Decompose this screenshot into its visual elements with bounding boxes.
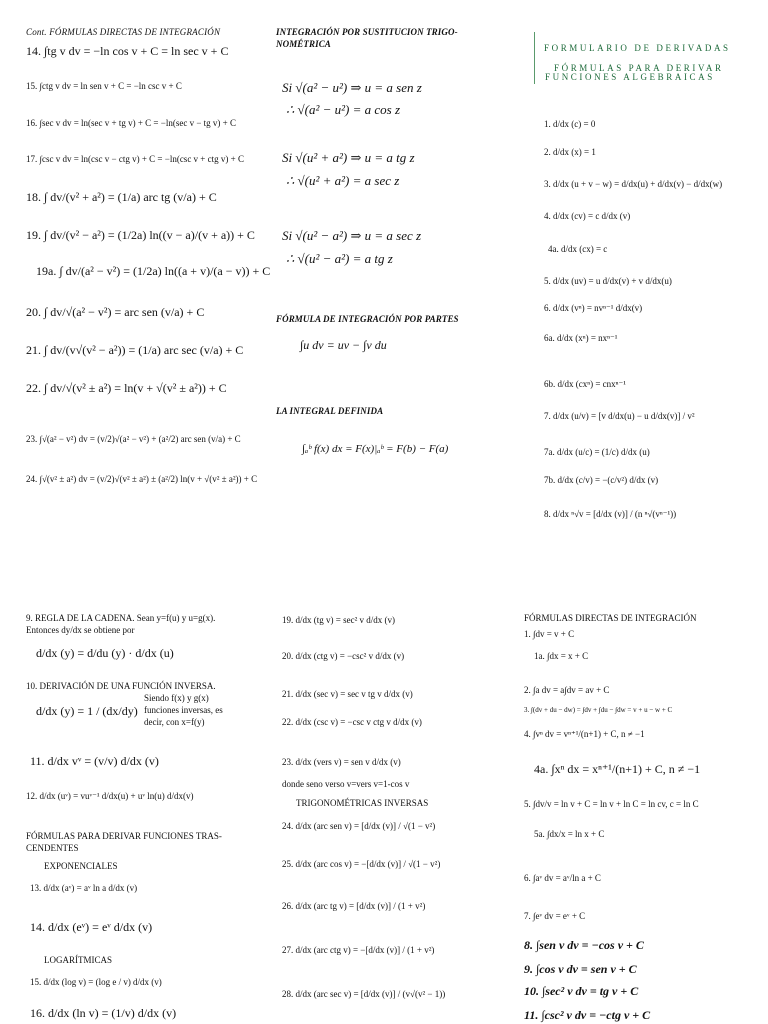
formula-line: 2. d/dx (x) = 1 <box>544 147 596 157</box>
formula-line: 6a. d/dx (xⁿ) = nxⁿ⁻¹ <box>544 333 618 343</box>
doc-subtitle-2: FUNCIONES ALGEBRAICAS <box>545 72 715 82</box>
col1-top-heading: Cont. FÓRMULAS DIRECTAS DE INTEGRACIÓN <box>26 27 221 37</box>
note-line: funciones inversas, es <box>144 705 223 715</box>
formula-line: 12. d/dx (uᵛ) = vuᵛ⁻¹ d/dx(u) + uᵛ ln(u) d/dx(v) <box>26 791 194 801</box>
formula-line: 24. d/dx (arc sen v) = [d/dx (v)] / √(1 − v²) <box>282 821 436 831</box>
formula-line: 15. ∫ctg v dv = ln sen v + C = −ln csc v + C <box>26 81 182 91</box>
formula-line: 6. ∫aᵛ dv = aᵛ/ln a + C <box>524 873 601 883</box>
formula-line: 20. ∫ dv/√(a² − v²) = arc sen (v/a) + C <box>26 305 205 319</box>
formula-line: 8. ∫sen v dv = −cos v + C <box>524 938 644 952</box>
formula-line: 5. ∫dv/v = ln v + C = ln v + ln C = ln cv, c = ln C <box>524 799 699 809</box>
formula-line: 13. d/dx (aᵛ) = aᵛ ln a d/dx (v) <box>30 883 138 893</box>
section-heading: TRIGONOMÉTRICAS INVERSAS <box>296 798 429 808</box>
formula-line: 7. ∫eᵛ dv = eᵛ + C <box>524 911 586 921</box>
formula-line: 23. d/dx (vers v) = sen v d/dx (v) <box>282 757 401 767</box>
formula-line: 10. ∫sec² v dv = tg v + C <box>524 984 639 998</box>
formula-line: d/dx (y) = d/du (y) · d/dx (u) <box>36 646 174 660</box>
formula-line: 19a. ∫ dv/(a² − v²) = (1/2a) ln((a + v)/(a − v)) + C <box>36 264 271 278</box>
formula-line: 22. d/dx (csc v) = −csc v ctg v d/dx (v) <box>282 717 422 727</box>
formula-line: 4a. ∫xⁿ dx = xⁿ⁺¹/(n+1) + C, n ≠ −1 <box>534 762 701 776</box>
formula-line: ∴ √(a² − u²) = a cos z <box>286 102 401 117</box>
formula-line: 3. ∫(dv + du − dw) = ∫dv + ∫du − ∫dw = v + u − w + C <box>524 706 673 714</box>
formula-line: 23. ∫√(a² − v²) dv = (v/2)√(a² − v²) + (a²/2) arc sen (v/a) + C <box>26 434 241 444</box>
formula-line: 11. ∫csc² v dv = −ctg v + C <box>524 1008 651 1022</box>
section-heading: LOGARÍTMICAS <box>44 955 113 965</box>
formula-line: 22. ∫ dv/√(v² ± a²) = ln(v + √(v² ± a²)) + C <box>26 381 227 395</box>
formula-line: 4. d/dx (cv) = c d/dx (v) <box>544 211 631 221</box>
doc-subtitle-1: FÓRMULAS PARA DERIVAR <box>554 63 724 73</box>
note-line: Siendo f(x) y g(x) <box>144 693 209 703</box>
formula-line: 28. d/dx (arc sec v) = [d/dx (v)] / (v√(v² − 1)) <box>282 989 446 999</box>
formula-line: 3. d/dx (u + v − w) = d/dx(u) + d/dx(v) − d/dx(w) <box>544 179 723 189</box>
formula-line: ∫u dv = uv − ∫v du <box>300 338 387 352</box>
formula-line: 4. ∫vⁿ dv = vⁿ⁺¹/(n+1) + C, n ≠ −1 <box>524 729 645 739</box>
formula-line: 21. ∫ dv/(v√(v² − a²)) = (1/a) arc sec (v/a) + C <box>26 343 244 357</box>
formula-line: ∫ₐᵇ f(x) dx = F(x)|ₐᵇ = F(b) − F(a) <box>302 443 449 455</box>
formula-line: 16. ∫sec v dv = ln(sec v + tg v) + C = −ln(sec v − tg v) + C <box>26 118 236 128</box>
formula-line: 8. d/dx ⁿ√v = [d/dx (v)] / (n ⁿ√(vⁿ⁻¹)) <box>544 509 677 519</box>
formula-line: Si √(a² − u²) ⇒ u = a sen z <box>282 80 422 95</box>
section-heading: EXPONENCIALES <box>44 861 118 871</box>
formula-line: 7a. d/dx (u/c) = (1/c) d/dx (u) <box>544 447 650 457</box>
formula-line: 19. ∫ dv/(v² − a²) = (1/2a) ln((v − a)/(v + a)) + C <box>26 228 255 242</box>
formula-line: 14. d/dx (eᵛ) = eᵛ d/dx (v) <box>30 920 153 934</box>
formula-line: 19. d/dx (tg v) = sec² v d/dx (v) <box>282 615 396 625</box>
formula-line: 21. d/dx (sec v) = sec v tg v d/dx (v) <box>282 689 413 699</box>
formula-line: ∴ √(u² + a²) = a sec z <box>286 173 400 188</box>
formula-line: Entonces dy/dx se obtiene por <box>26 625 135 635</box>
formula-line: 5. d/dx (uv) = u d/dx(v) + v d/dx(u) <box>544 276 672 286</box>
formula-line: 24. ∫√(v² ± a²) dv = (v/2)√(v² ± a²) ± (a²/2) ln(v + √(v² ± a²)) + C <box>26 474 258 484</box>
formula-line: 5a. ∫dx/x = ln x + C <box>534 829 605 839</box>
section-heading: FÓRMULAS DIRECTAS DE INTEGRACIÓN <box>524 613 697 623</box>
formula-line: 20. d/dx (ctg v) = −csc² v d/dx (v) <box>282 651 405 661</box>
formula-line: ∴ √(u² − a²) = a tg z <box>286 251 393 266</box>
note-line: decir, con x=f(y) <box>144 717 205 727</box>
formula-line: 9. REGLA DE LA CADENA. Sean y=f(u) y u=g(x). <box>26 613 216 623</box>
section-heading: 10. DERIVACIÓN DE UNA FUNCIÓN INVERSA. <box>26 681 216 691</box>
formula-line: 16. d/dx (ln v) = (1/v) d/dx (v) <box>30 1006 177 1020</box>
formula-line: 25. d/dx (arc cos v) = −[d/dx (v)] / √(1 − v²) <box>282 859 441 869</box>
formula-line: 4a. d/dx (cx) = c <box>548 244 608 254</box>
col2-heading-definida: LA INTEGRAL DEFINIDA <box>276 406 384 416</box>
formula-line: 2. ∫a dv = a∫dv = av + C <box>524 685 610 695</box>
formula-line: 11. d/dx vᵛ = (v/v) d/dx (v) <box>30 754 159 768</box>
section-heading: FÓRMULAS PARA DERIVAR FUNCIONES TRAS- <box>26 831 222 841</box>
formula-line: d/dx (y) = 1 / (dx/dy) <box>36 704 138 718</box>
formula-line: 18. ∫ dv/(v² + a²) = (1/a) arc tg (v/a) + C <box>26 190 217 204</box>
formula-line: 14. ∫tg v dv = −ln cos v + C = ln sec v + C <box>26 44 229 58</box>
formula-line: 6. d/dx (vⁿ) = nvⁿ⁻¹ d/dx(v) <box>544 303 643 313</box>
formula-line: 27. d/dx (arc ctg v) = −[d/dx (v)] / (1 + v²) <box>282 945 435 955</box>
col2-heading-sustitucion-b: NOMÉTRICA <box>276 39 331 49</box>
formula-line: 7b. d/dx (c/v) = −(c/v²) d/dx (v) <box>544 475 659 485</box>
formula-line: 15. d/dx (log v) = (log e / v) d/dx (v) <box>30 977 162 987</box>
formula-line: Si √(u² + a²) ⇒ u = a tg z <box>282 150 415 165</box>
formula-line: 9. ∫cos v dv = sen v + C <box>524 962 637 976</box>
doc-title: FORMULARIO DE DERIVADAS <box>544 43 731 53</box>
formula-line: 26. d/dx (arc tg v) = [d/dx (v)] / (1 + v²) <box>282 901 426 911</box>
col2-heading-partes: FÓRMULA DE INTEGRACIÓN POR PARTES <box>276 314 459 324</box>
note-line: donde seno verso v=vers v=1-cos v <box>282 779 410 789</box>
formula-line: Si √(u² − a²) ⇒ u = a sec z <box>282 228 422 243</box>
formula-line: 6b. d/dx (cxⁿ) = cnxⁿ⁻¹ <box>544 379 626 389</box>
formula-line: 7. d/dx (u/v) = [v d/dx(u) − u d/dx(v)] / v² <box>544 411 695 421</box>
formula-line: 1. d/dx (c) = 0 <box>544 119 596 129</box>
formula-line: 1. ∫dv = v + C <box>524 629 575 639</box>
col2-heading-sustitucion: INTEGRACIÓN POR SUSTITUCION TRIGO- <box>276 27 458 37</box>
formula-line: 17. ∫csc v dv = ln(csc v − ctg v) + C = −ln(csc v + ctg v) + C <box>26 154 244 164</box>
formula-line: 1a. ∫dx = x + C <box>534 651 589 661</box>
section-heading: CENDENTES <box>26 843 79 853</box>
